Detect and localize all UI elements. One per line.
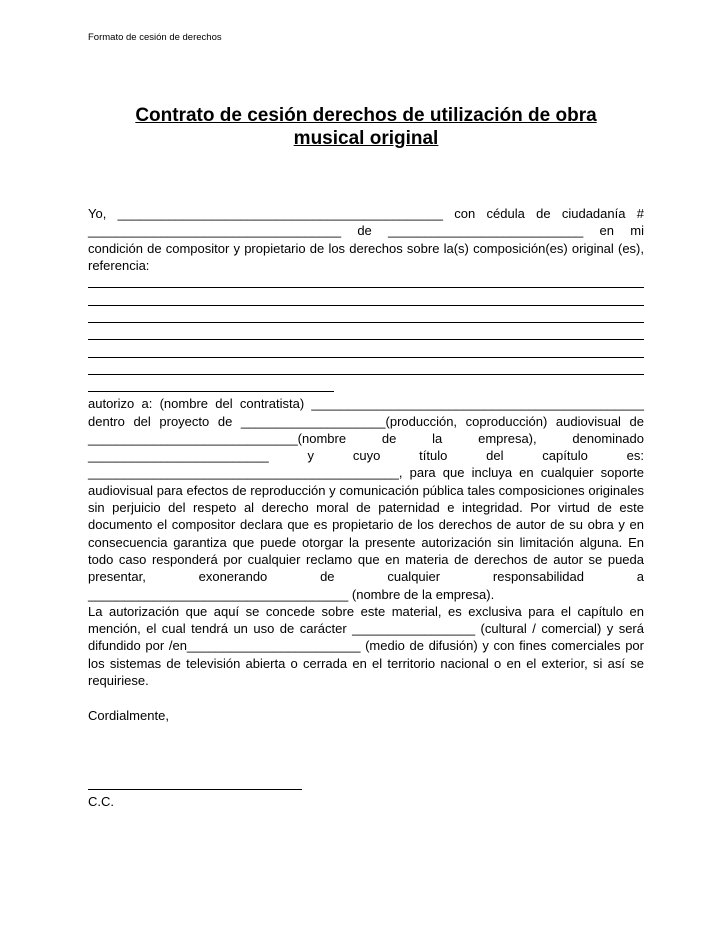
spacer bbox=[88, 689, 644, 706]
signature-id-label: C.C. bbox=[88, 794, 114, 810]
paragraph-declaration: Yo, _____________________________________________ con cédula de ciudadanía # ___________________________________ de ___________________________ en mi condición de compositor y propietario de los derechos sobre la(s) composición(es) original (es), referencia: bbox=[88, 206, 644, 273]
reference-line bbox=[88, 274, 644, 291]
paragraph-authorization: autorizo a: (nombre del contratista) ______________________________________________ dentro del proyecto de ____________________(producción, coproducción) audiovisual de _____________________________(nombre de la empresa), denominado _________________________ y cuyo título del capítulo es: ___________________________________________, para que incluya en cualquier soporte audiovisual para efectos de reproducción y comunicación pública tales composiciones originales sin perjuicio del respeto al derecho moral de paternidad e integridad. Por virtud de este documento el compositor declara que es propietario de los derechos de autor de su obra y en consecuencia garantiza que puede otorgar la presente autorización sin limitación alguna. En todo caso responderá por cualquier reclamo que en materia de derechos de autor se pueda presentar, exonerando de cualquier responsabilidad a ____________________________________ (nombre de la empresa). bbox=[88, 396, 644, 602]
paragraph-scope: La autorización que aquí se concede sobre este material, es exclusiva para el capítulo en mención, el cual tendrá un uso de carácter _________________ (cultural / comercial) y será difundido por /en________________________ (medio de difusión) y con fines comerciales por los sistemas de televisión abierta o cerrada en el territorio nacional o en el exterior, si así se requiriese. bbox=[88, 603, 644, 689]
reference-line bbox=[88, 291, 644, 308]
signature-line bbox=[88, 776, 302, 793]
reference-line bbox=[88, 361, 644, 378]
salutation: Cordialmente, bbox=[88, 707, 169, 723]
spacer bbox=[88, 724, 644, 776]
reference-line bbox=[88, 326, 644, 343]
document-body bbox=[88, 205, 644, 811]
title-line-2: musical original bbox=[293, 128, 439, 149]
reference-line-short bbox=[88, 378, 334, 395]
document-title bbox=[88, 104, 644, 150]
title-line-1: Contrato de cesión derechos de utilización de obra bbox=[135, 105, 597, 126]
page-header: Formato de cesión de derechos bbox=[88, 32, 222, 43]
reference-line bbox=[88, 309, 644, 326]
reference-lines bbox=[88, 274, 644, 395]
reference-line bbox=[88, 343, 644, 360]
